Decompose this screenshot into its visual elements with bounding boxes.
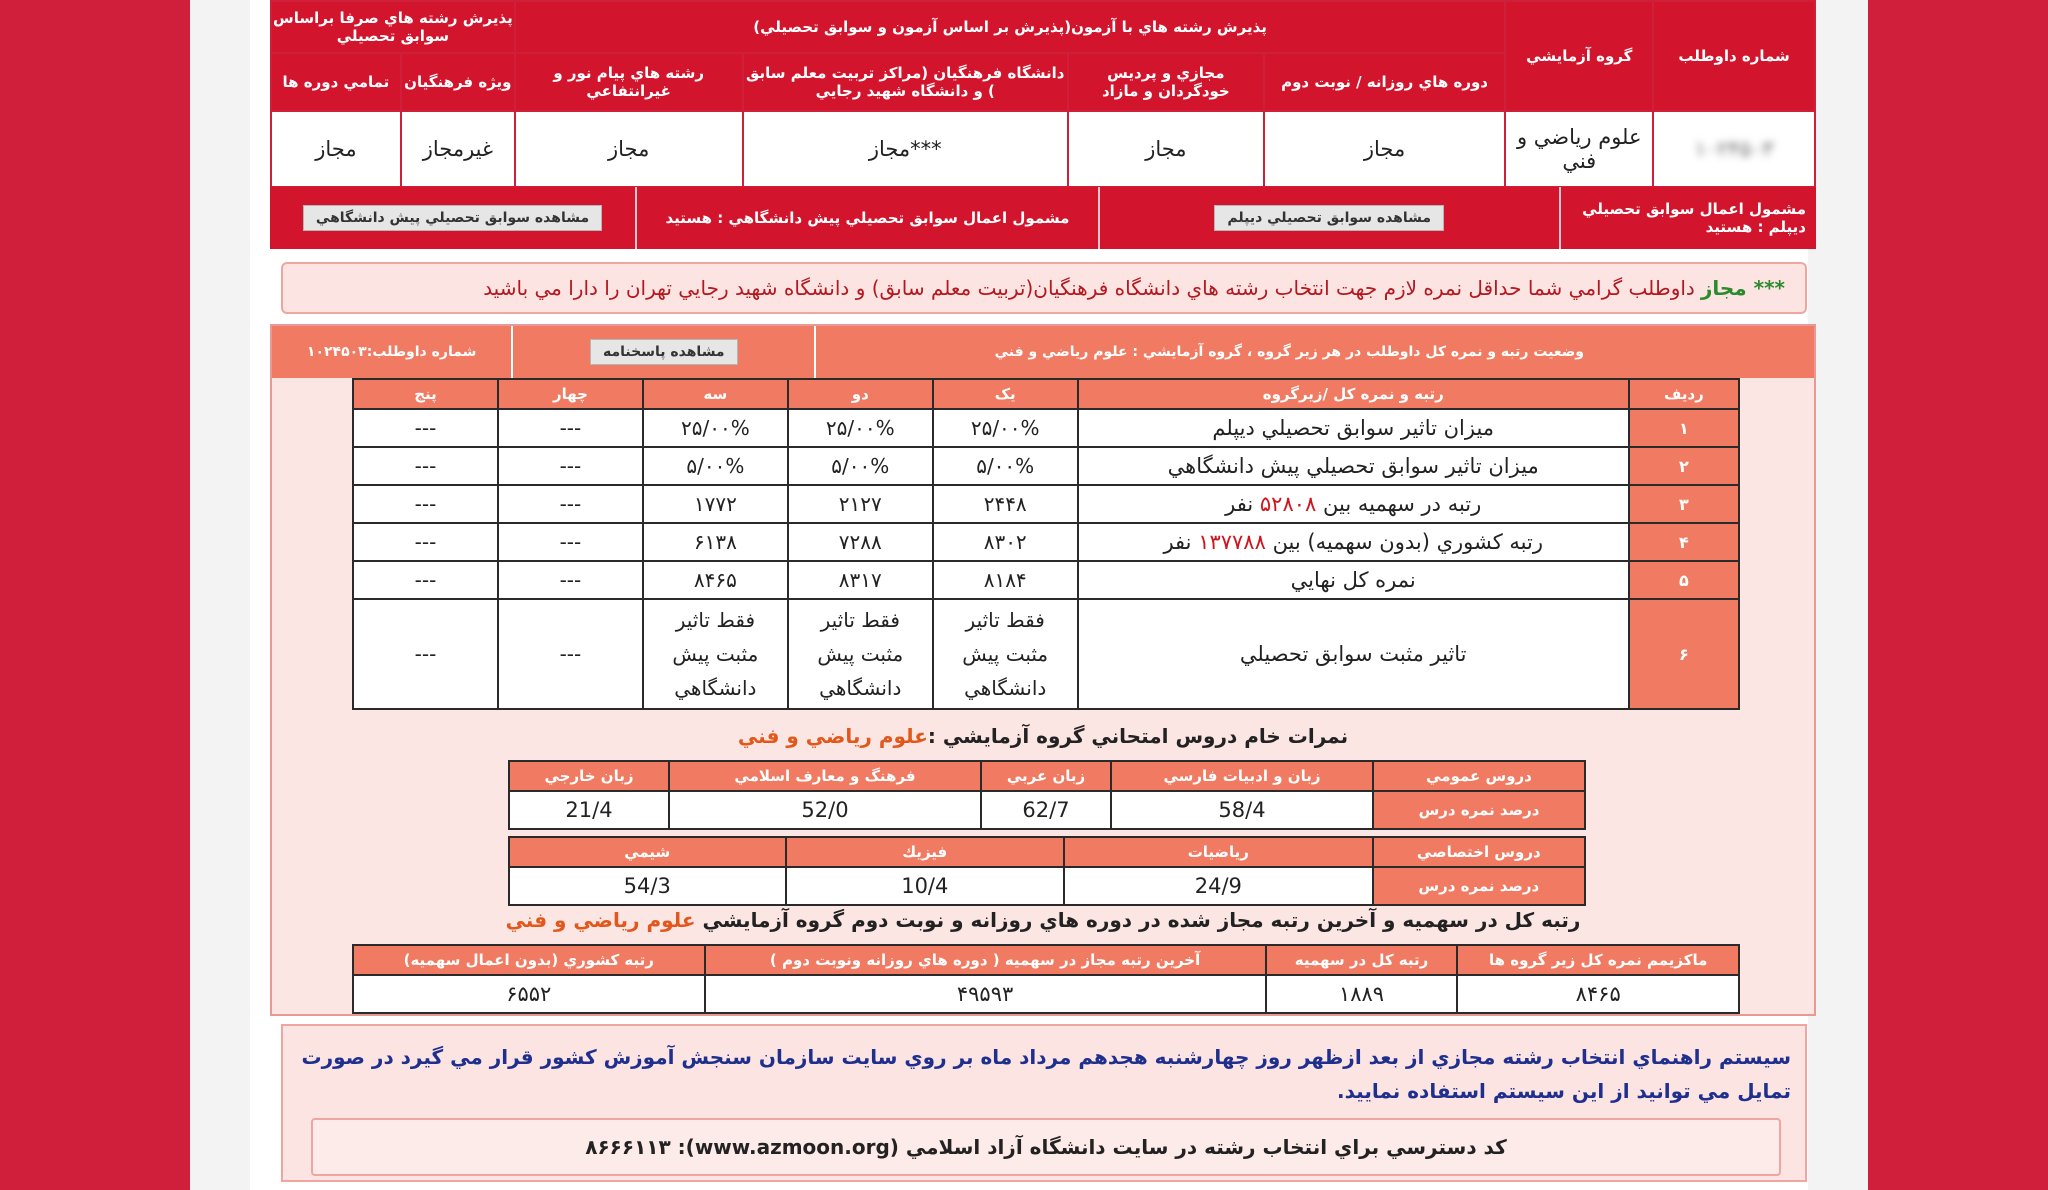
rank-section-header [272,326,1814,378]
all-courses-header: تمامي دوره ها [271,53,401,111]
records-row [270,187,1816,249]
col-five: پنج [353,379,498,409]
page-margin-left [190,0,250,1190]
table-row: ۲ ميزان تاثير سوابق تحصيلي پيش دانشگاهي ۵/۰۰% ۵/۰۰% ۵/۰۰% --- --- [353,447,1739,485]
pre-records-label: مشمول اعمال سوابق تحصيلي پيش دانشگاهي : هستيد [635,187,1098,249]
pre-button-cell [270,187,635,249]
view-answer-sheet-button[interactable]: مشاهده پاسخنامه [590,339,738,365]
access-code-box: كد دسترسي براي انتخاب رشته در سايت دانشگاه آزاد اسلامي (www.azmoon.org): ۸۶۶۶۱۱۳ [311,1118,1781,1176]
final-rank-title: رتبه كل در سهميه و آخرين رتبه مجاز شده در دوره هاي روزانه و نوبت دوم گروه آزمايشي علوم رياضي و فني [505,908,1581,932]
percent-label: درصد نمره درس [1373,791,1585,829]
table-row: ۱ ميزان تاثير سوابق تحصيلي ديپلم ۲۵/۰۰% ۲۵/۰۰% ۲۵/۰۰% --- --- [353,409,1739,447]
col-three: سه [643,379,788,409]
candidate-no-header: شماره داوطلب [1653,1,1815,111]
general-scores-table: دروس عمومي زبان و ادبيات فارسي زبان عربي فرهنگ و معارف اسلامي زبان خارجي درصد نمره درس 58/4 62/7 52/0 21/4 [508,760,1586,830]
notice-text: داوطلب گرامي شما حداقل نمره لازم جهت انتخاب رشته هاي دانشگاه فرهنگيان(تربيت معلم سابق) و دانشگاه شهيد رجايي تهران را دارا مي باشيد [483,276,1695,300]
diploma-button-cell [1098,187,1559,249]
all-courses-status: مجاز [271,111,401,187]
page-margin-right [1808,0,1868,1190]
rank-table [352,378,1740,710]
daily-courses-header: دوره هاي روزانه / نوبت دوم [1264,53,1506,111]
special-scores-table: دروس اختصاصي رياضيات فيزيك شيمي درصد نمره درس 24/9 10/4 54/3 [508,836,1586,906]
daily-status: مجاز [1264,111,1506,187]
table-row: ۵ نمره كل نهايي ۸۱۸۴ ۸۳۱۷ ۸۴۶۵ --- --- [353,561,1739,599]
system-note [281,1024,1807,1182]
payamnoor-status: مجاز [515,111,743,187]
eligibility-notice [281,262,1807,314]
system-note-text: سيستم راهنماي انتخاب رشته مجازي از بعد ازظهر روز چهارشنبه هجدهم مرداد ماه بر روي سايت سازمان سنجش آموزش كشور قرار مي گيرد در صورت تمايل مي توانيد از اين سيستم استفاده نماييد. [301,1045,1791,1103]
teachers-header: ويژه فرهنگيان [401,53,515,111]
status-caption: وضعيت رتبه و نمره كل داوطلب در هر زير گروه ، گروه آزمايشي : علوم رياضي و فني [994,344,1584,360]
answer-sheet-cell [511,326,816,378]
teachers-status: غيرمجاز [401,111,515,187]
notice-prefix: *** مجاز [1700,276,1785,300]
special-header: دروس اختصاصي [1373,837,1585,867]
virtual-status: مجاز [1068,111,1264,187]
general-header: دروس عمومي [1373,761,1585,791]
col-two: دو [788,379,933,409]
group-value: علوم رياضي و فني [1505,111,1653,187]
col-subgroup: رتبه و نمره كل /زيرگروه [1078,379,1629,409]
col-one: يک [933,379,1078,409]
table-row: ۶ تاثير مثبت سوابق تحصيلي فقط تاثير مثبت پيش دانشگاهي فقط تاثير مثبت پيش دانشگاهي فقط تاثير مثبت پيش دانشگاهي --- --- [353,599,1739,709]
view-diploma-records-button[interactable]: مشاهده سوابق تحصيلي ديپلم [1214,205,1444,231]
raw-scores-title: نمرات خام دروس امتحاني گروه آزمايشي :علوم رياضي و فني [737,724,1349,748]
final-rank-table: ماكزيمم نمره كل زير گروه ها رتبه كل در سهميه آخرين رتبه مجاز در سهميه ( دوره هاي روزانه ونوبت دوم ) رتبه كشوري (بدون اعمال سهميه) ۸۴۶۵ ۱۸۸۹ ۴۹۵۹۳ ۶۵۵۲ [352,944,1740,1014]
result-page [250,0,1808,1190]
diploma-records-label: مشمول اعمال سوابق تحصيلي ديپلم : هستيد [1559,187,1816,249]
view-pre-university-records-button[interactable]: مشاهده سوابق تحصيلي پيش دانشگاهي [303,205,602,231]
exam-based-header: پذيرش رشته هاي با آزمون(پذيرش بر اساس آزمون و سوابق تحصيلي) [515,1,1506,53]
virtual-courses-header: مجازي و پرديس خودگردان و مازاد [1068,53,1264,111]
col-four: چهار [498,379,643,409]
table-row: ۴ رتبه كشوري (بدون سهميه) بين ۱۳۷۷۸۸ نفر ۸۳۰۲ ۷۲۸۸ ۶۱۳۸ --- --- [353,523,1739,561]
table-row: ۳ رتبه در سهميه بين ۵۲۸۰۸ نفر ۲۴۴۸ ۲۱۲۷ ۱۷۷۲ --- --- [353,485,1739,523]
payamnoor-header: رشته هاي پيام نور و غيرانتفاعي [515,53,743,111]
admission-table [270,0,1816,188]
col-row-no: رديف [1629,379,1739,409]
candidate-number-label: شماره داوطلب:۱۰۲۴۵۰۳ [306,344,477,360]
record-only-header: پذيرش رشته هاي صرفا براساس سوابق تحصيلي [271,1,515,53]
candidate-no-value: ۱۰۲۴۵۰۳ [1653,111,1815,187]
rank-section [270,324,1816,1016]
farhangian-status: ***مجاز [743,111,1068,187]
farhangian-header: دانشگاه فرهنگيان (مراكز تربيت معلم سابق ) و دانشگاه شهيد رجايي [743,53,1068,111]
group-header: گروه آزمايشي [1505,1,1653,111]
